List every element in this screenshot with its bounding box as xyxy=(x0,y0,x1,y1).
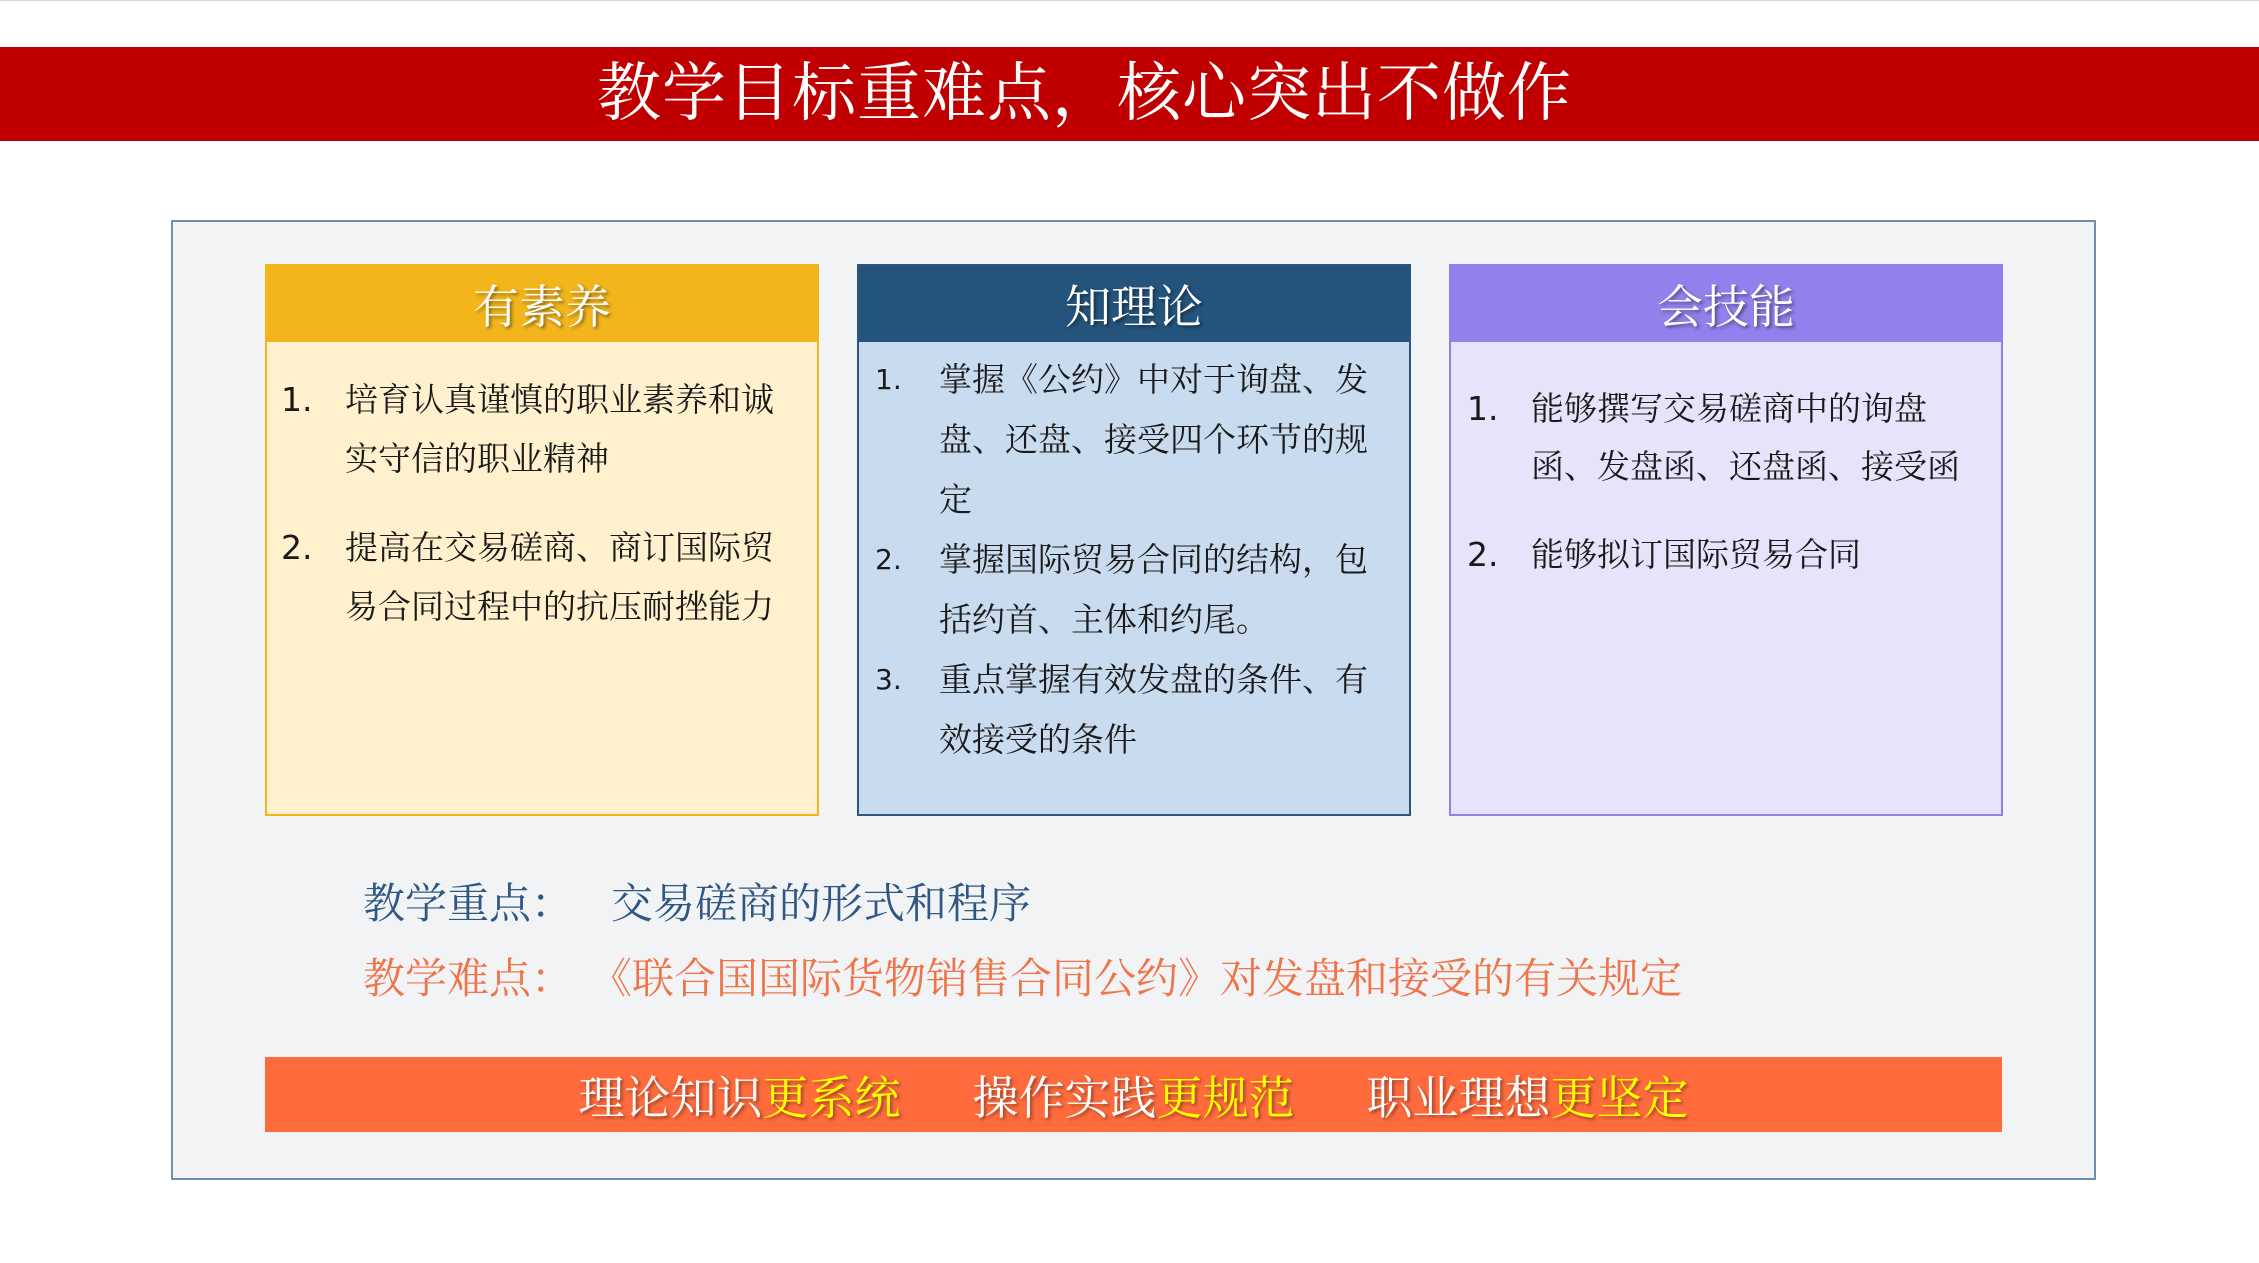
card-heading: 知理论 xyxy=(859,266,1409,342)
list-text: 能够撰写交易磋商中的询盘函、发盘函、还盘函、接受函 xyxy=(1531,389,1960,486)
list-item xyxy=(875,650,1379,770)
card-heading: 会技能 xyxy=(1451,266,2001,342)
list-item xyxy=(1467,526,1981,584)
card-literacy xyxy=(265,264,819,816)
difficult-points xyxy=(363,954,1683,1003)
list-item xyxy=(875,350,1379,530)
list-number: 3. xyxy=(875,663,902,696)
list-number: 1. xyxy=(875,363,902,396)
list-text: 掌握国际贸易合同的结构，包括约首、主体和约尾。 xyxy=(939,540,1368,639)
list-number: 2. xyxy=(1467,535,1499,574)
list-text: 能够拟订国际贸易合同 xyxy=(1531,535,1861,574)
card-list xyxy=(1451,342,2001,584)
list-text: 掌握《公约》中对于询盘、发盘、还盘、接受四个环节的规定 xyxy=(939,360,1368,519)
banner-highlight: 更坚定 xyxy=(1550,1070,1689,1125)
banner-plain: 操作实践 xyxy=(972,1070,1157,1125)
key-points-text: 交易磋商的形式和程序 xyxy=(611,879,1032,928)
difficult-points-text: 《联合国国际货物销售合同公约》对发盘和接受的有关规定 xyxy=(611,954,1683,1003)
list-number: 2. xyxy=(875,543,902,576)
key-points xyxy=(363,879,1032,928)
list-text: 培育认真谨慎的职业素养和诚实守信的职业精神 xyxy=(345,380,774,478)
banner-phrase-theory xyxy=(579,1062,901,1128)
banner-plain: 职业理想 xyxy=(1366,1070,1551,1125)
difficult-points-label: 教学难点： xyxy=(363,954,574,1003)
list-item xyxy=(281,370,781,488)
card-list xyxy=(859,342,1409,770)
card-skills xyxy=(1449,264,2003,816)
list-number: 1. xyxy=(281,380,313,419)
banner-plain: 理论知识 xyxy=(578,1070,763,1125)
banner-phrase-ideal xyxy=(1367,1062,1689,1128)
banner-phrase-practice xyxy=(973,1062,1295,1128)
banner-highlight: 更系统 xyxy=(762,1070,901,1125)
list-number: 1. xyxy=(1467,389,1499,428)
list-text: 重点掌握有效发盘的条件、有效接受的条件 xyxy=(939,660,1368,759)
banner-highlight: 更规范 xyxy=(1156,1070,1295,1125)
list-item xyxy=(281,518,781,636)
list-number: 2. xyxy=(281,528,313,567)
title-bar xyxy=(0,47,2259,141)
list-text: 提高在交易磋商、商订国际贸易合同过程中的抗压耐挫能力 xyxy=(345,528,774,626)
key-points-label: 教学重点： xyxy=(363,879,574,928)
summary-banner xyxy=(265,1057,2002,1132)
list-item xyxy=(875,530,1379,650)
card-heading: 有素养 xyxy=(267,266,817,342)
card-list xyxy=(267,342,817,636)
card-theory xyxy=(857,264,1411,816)
list-item xyxy=(1467,380,1981,496)
page-title: 教学目标重难点，核心突出不做作 xyxy=(597,57,1572,131)
